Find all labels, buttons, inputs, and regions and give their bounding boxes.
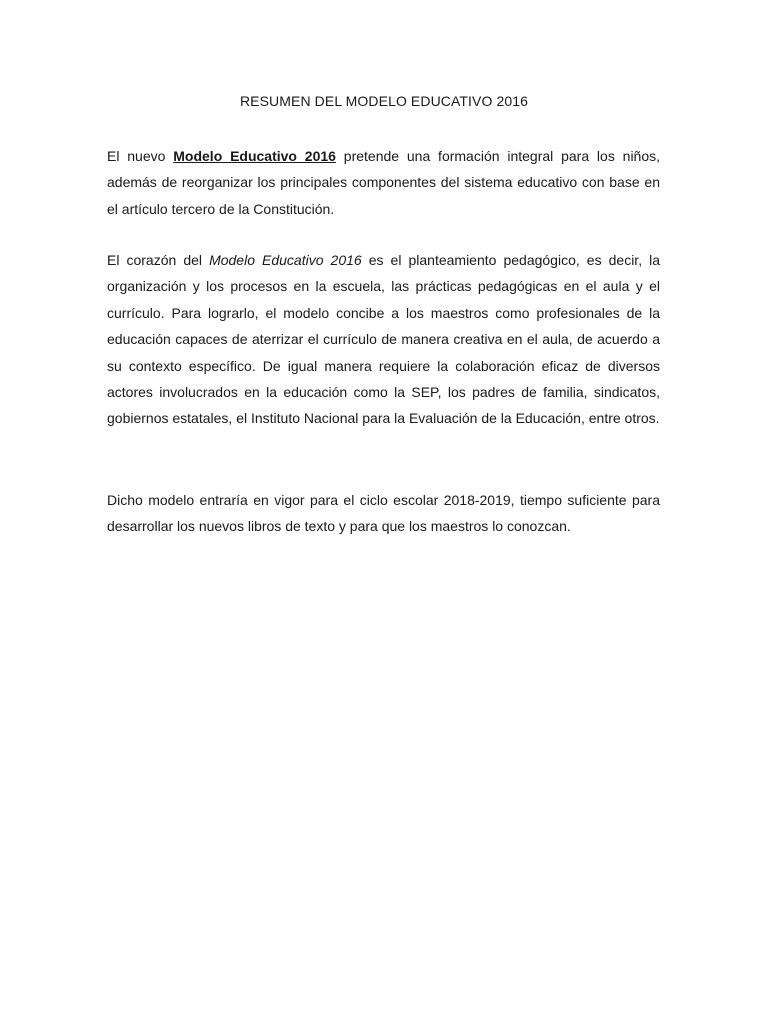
paragraph-core-lead: El corazón del: [107, 252, 210, 268]
paragraph-intro: [107, 143, 660, 222]
model-name-italic: Modelo Educativo 2016: [209, 252, 362, 268]
paragraph-intro-lead: El nuevo: [107, 148, 174, 164]
document-title: RESUMEN DEL MODELO EDUCATIVO 2016: [239, 93, 529, 109]
model-name-emphasis: Modelo Educativo 2016: [173, 148, 336, 164]
paragraph-intro-body: pretende una formación integral para los niños, además de reorganizar los principales componentes del sistema educativo con base en el artículo tercero de la Constitución.: [107, 148, 661, 217]
paragraph-core: [107, 247, 660, 432]
paragraph-core-body: es el planteamiento pedagógico, es decir, la organización y los procesos en la escuela, las prácticas pedagógicas en el aula y el currículo. Para lograrlo, el modelo concibe a los maestros como profesionales de la educación capaces de aterrizar el currículo de manera creativa en el aula, de acuerdo a su contexto específico. De igual manera requiere la colaboración eficaz de diversos actores involucrados en la educación como la SEP, los padres de familia, sindicatos, gobiernos estatales, el Instituto Nacional para la Evaluación de la Educación, entre otros.: [107, 252, 661, 427]
paragraph-timeline: Dicho modelo entraría en vigor para el ciclo escolar 2018-2019, tiempo suficiente para desarrollar los nuevos libros de texto y para que los maestros lo conozcan.: [107, 492, 660, 535]
